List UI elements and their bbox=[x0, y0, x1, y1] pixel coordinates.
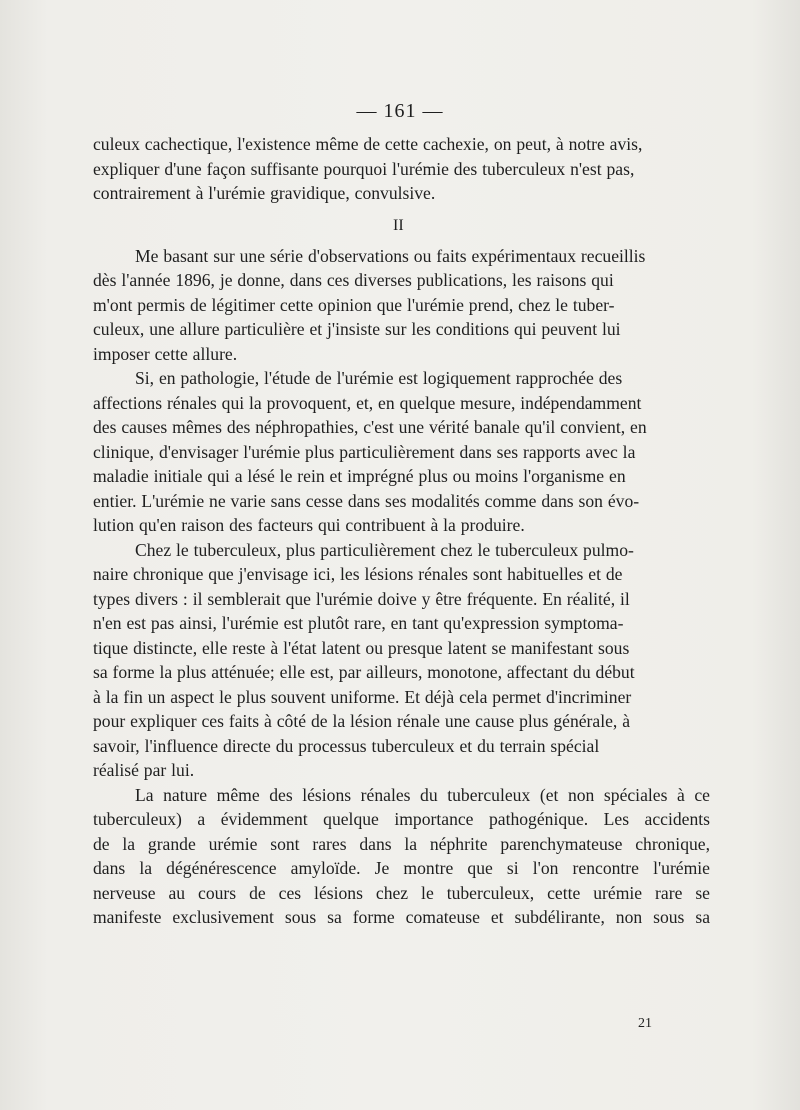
paragraph bbox=[93, 366, 710, 538]
text-line: imposer cette allure. bbox=[93, 343, 238, 364]
text-line: La nature même des lésions rénales du tuberculeux (et non spéciales à ce bbox=[135, 784, 710, 805]
text-line: tique distincte, elle reste à l'état latent ou presque latent se manifestant sous bbox=[93, 637, 630, 658]
text-line: dans la dégénérescence amyloïde. Je montre que si l'on rencontre l'urémie bbox=[93, 858, 710, 878]
text-line: de la grande urémie sont rares dans la néphrite parenchymateuse chronique, bbox=[93, 833, 710, 854]
text-line: sa forme la plus atténuée; elle est, par ailleurs, monotone, affectant du début bbox=[93, 662, 635, 682]
page-number: — 161 — bbox=[356, 100, 444, 122]
text-line: entier. L'urémie ne varie sans cesse dans ses modalités comme dans son évo- bbox=[93, 490, 640, 511]
text-line: expliquer d'une façon suffisante pourquoi l'urémie des tuberculeux n'est pas, bbox=[93, 158, 635, 179]
text-line: à la fin un aspect le plus souvent uniforme. Et déjà cela permet d'incriminer bbox=[93, 686, 632, 707]
text-line: savoir, l'influence directe du processus tuberculeux et du terrain spécial bbox=[93, 735, 600, 756]
text-line: pour expliquer ces faits à côté de la lésion rénale une cause plus générale, à bbox=[93, 711, 631, 731]
text-line: culeux, une allure particulière et j'insiste sur les conditions qui peuvent lui bbox=[93, 319, 621, 339]
text-line: dès l'année 1896, je donne, dans ces diverses publications, les raisons qui bbox=[93, 270, 614, 290]
text-line: lution qu'en raison des facteurs qui contribuent à la produire. bbox=[93, 515, 525, 535]
paragraph-continuation bbox=[93, 132, 710, 206]
body-text bbox=[93, 132, 710, 930]
text-line: manifeste exclusivement sous sa forme comateuse et subdélirante, non sous sa bbox=[93, 907, 710, 927]
text-line: tuberculeux) a évidemment quelque importance pathogénique. Les accidents bbox=[93, 809, 710, 829]
text-line: Chez le tuberculeux, plus particulièrement chez le tuberculeux pulmo- bbox=[135, 539, 634, 560]
section-heading: II bbox=[393, 216, 404, 234]
text-line: affections rénales qui la provoquent, et, en quelque mesure, indépendamment bbox=[93, 392, 642, 413]
text-line: contrairement à l'urémie gravidique, convulsive. bbox=[93, 183, 436, 203]
text-line: clinique, d'envisager l'urémie plus particulièrement dans ses rapports avec la bbox=[93, 441, 636, 462]
paragraph bbox=[93, 783, 710, 930]
paragraph bbox=[93, 538, 710, 783]
text-line: naire chronique que j'envisage ici, les lésions rénales sont habituelles et de bbox=[93, 564, 623, 584]
text-line: culeux cachectique, l'existence même de cette cachexie, on peut, à notre avis, bbox=[93, 134, 643, 154]
paragraph bbox=[93, 244, 710, 367]
text-line: réalisé par lui. bbox=[93, 760, 195, 780]
text-line: des causes mêmes des néphropathies, c'est une vérité banale qu'il convient, en bbox=[93, 417, 647, 437]
text-line: n'en est pas ainsi, l'urémie est plutôt rare, en tant qu'expression symptoma- bbox=[93, 613, 624, 633]
text-line: m'ont permis de légitimer cette opinion que l'urémie prend, chez le tuber- bbox=[93, 294, 615, 315]
text-line: types divers : il semblerait que l'urémie doive y être fréquente. En réalité, il bbox=[93, 588, 630, 609]
text-line: maladie initiale qui a lésé le rein et imprégné plus ou moins l'organisme en bbox=[93, 466, 626, 486]
text-line: Si, en pathologie, l'étude de l'urémie est logiquement rapprochée des bbox=[135, 368, 623, 388]
signature-mark: 21 bbox=[638, 1016, 652, 1031]
text-line: nerveuse au cours de ces lésions chez le tuberculeux, cette urémie rare se bbox=[93, 882, 710, 903]
text-line: Me basant sur une série d'observations ou faits expérimentaux recueillis bbox=[135, 245, 646, 266]
